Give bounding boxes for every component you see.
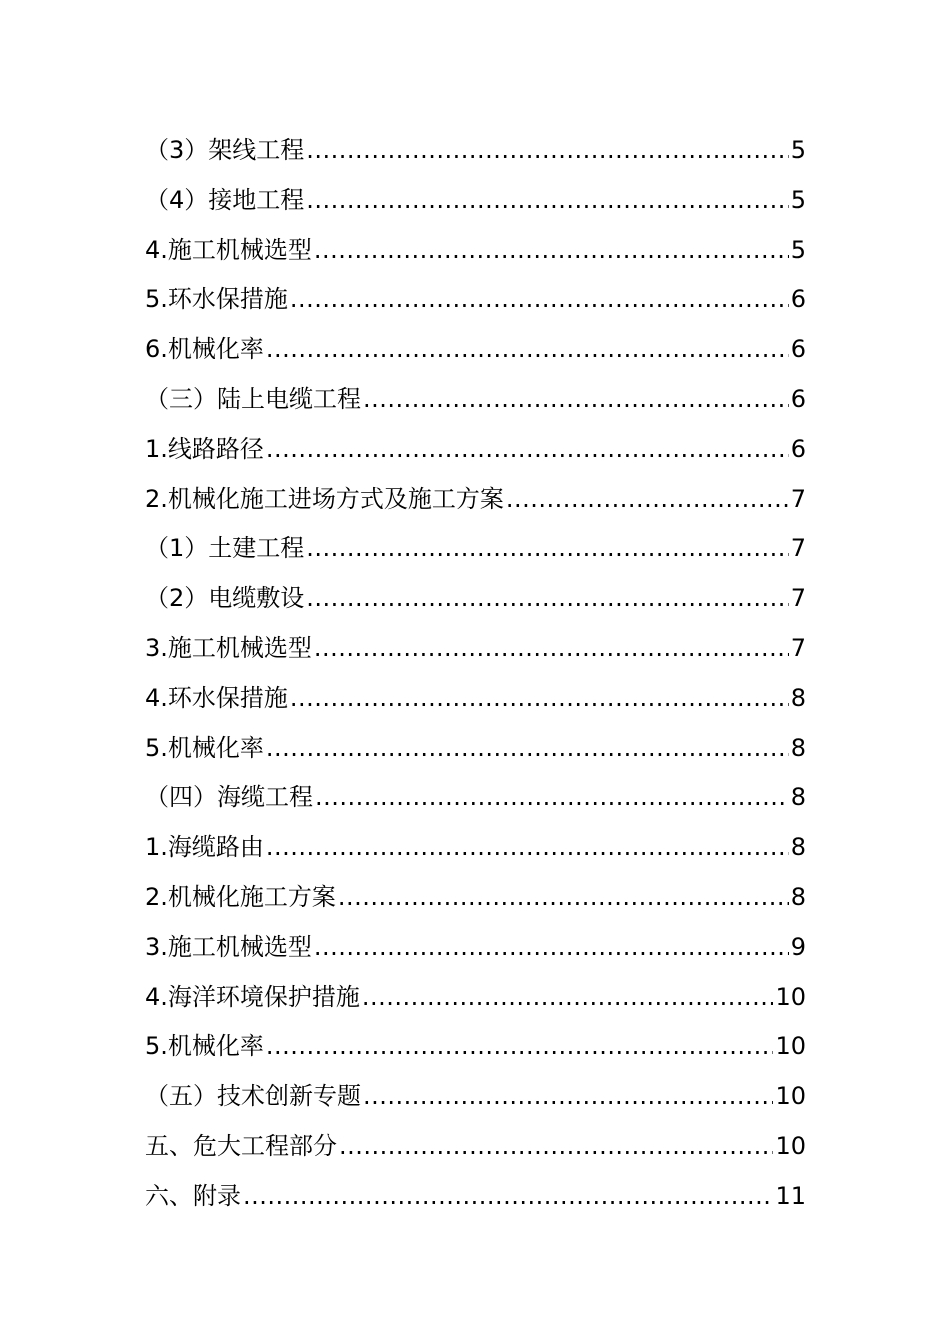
toc-entry-title: （1）土建工程 xyxy=(145,534,305,563)
toc-entry-title: （五）技术创新专题 xyxy=(145,1082,361,1111)
toc-entry-title: （四）海缆工程 xyxy=(145,783,313,812)
toc-entry-page: 8 xyxy=(790,833,806,862)
toc-entry-title: （3）架线工程 xyxy=(145,136,305,164)
toc-entry-title: （4）接地工程 xyxy=(145,185,305,214)
toc-entry-page: 5 xyxy=(790,235,806,264)
toc-entry-page: 10 xyxy=(775,982,806,1011)
toc-leader-dots xyxy=(314,624,789,674)
toc-leader-dots xyxy=(338,873,789,923)
toc-leader-dots xyxy=(306,126,788,176)
toc-entry-page: 9 xyxy=(790,932,806,961)
toc-entry[interactable] xyxy=(145,674,806,724)
toc-entry-page: 6 xyxy=(790,285,806,314)
toc-entry[interactable] xyxy=(145,475,806,525)
toc-leader-dots xyxy=(290,674,789,724)
toc-entry-page: 7 xyxy=(790,633,806,662)
toc-leader-dots xyxy=(266,724,789,774)
toc-entry-title: 3.施工机械选型 xyxy=(145,633,312,662)
toc-entry[interactable] xyxy=(145,325,806,375)
toc-entry-title: 5.机械化率 xyxy=(145,733,264,762)
toc-leader-dots xyxy=(306,574,788,624)
toc-entry-title: （2）电缆敷设 xyxy=(145,584,305,613)
toc-entry-page: 10 xyxy=(775,1131,806,1160)
toc-entry[interactable] xyxy=(145,425,806,475)
toc-entry[interactable] xyxy=(145,873,806,923)
toc-leader-dots xyxy=(306,524,788,574)
toc-leader-dots xyxy=(314,923,789,973)
toc-entry-title: 五、危大工程部分 xyxy=(145,1131,337,1160)
toc-entry[interactable] xyxy=(145,1172,806,1222)
toc-entry[interactable] xyxy=(145,375,806,425)
toc-entry[interactable] xyxy=(145,724,806,774)
toc-entry-title: 5.机械化率 xyxy=(145,1032,264,1061)
toc-entry-title: （三）陆上电缆工程 xyxy=(145,384,361,413)
toc-entry-page: 8 xyxy=(790,783,806,812)
toc-leader-dots xyxy=(266,325,789,375)
toc-entry[interactable] xyxy=(145,823,806,873)
toc-leader-dots xyxy=(243,1172,773,1222)
toc-entry[interactable] xyxy=(145,126,806,176)
toc-entry[interactable] xyxy=(145,176,806,226)
toc-entry-page: 7 xyxy=(790,484,806,513)
toc-leader-dots xyxy=(314,226,789,276)
toc-entry[interactable] xyxy=(145,923,806,973)
toc-leader-dots xyxy=(363,375,789,425)
toc-entry-page: 10 xyxy=(775,1032,806,1061)
toc-entry-page: 11 xyxy=(775,1181,806,1210)
toc-entry[interactable] xyxy=(145,624,806,674)
toc-entry[interactable] xyxy=(145,226,806,276)
toc-leader-dots xyxy=(306,176,788,226)
toc-entry-title: 6.机械化率 xyxy=(145,335,264,364)
toc-entry[interactable] xyxy=(145,524,806,574)
toc-leader-dots xyxy=(363,1072,773,1122)
toc-entry[interactable] xyxy=(145,275,806,325)
toc-entry-page: 6 xyxy=(790,434,806,463)
toc-entry-title: 4.环水保措施 xyxy=(145,683,288,712)
toc-entry-page: 5 xyxy=(790,185,806,214)
toc-entry-page: 10 xyxy=(775,1082,806,1111)
toc-entry[interactable] xyxy=(145,574,806,624)
toc-entry-title: 5.环水保措施 xyxy=(145,285,288,314)
toc-entry-page: 8 xyxy=(790,882,806,911)
toc-leader-dots xyxy=(315,773,789,823)
toc-leader-dots xyxy=(290,275,789,325)
toc-entry[interactable] xyxy=(145,1072,806,1122)
toc-leader-dots xyxy=(266,1022,774,1072)
toc-entry-title: 2.机械化施工方案 xyxy=(145,882,336,911)
toc-entry-title: 六、附录 xyxy=(145,1181,241,1210)
toc-entry-page: 6 xyxy=(790,335,806,364)
toc-leader-dots xyxy=(506,475,789,525)
toc-entry-title: 4.海洋环境保护措施 xyxy=(145,982,360,1011)
table-of-contents xyxy=(145,126,806,1222)
toc-leader-dots xyxy=(362,973,774,1023)
toc-entry-title: 1.海缆路由 xyxy=(145,833,264,862)
toc-entry-page: 7 xyxy=(790,534,806,563)
toc-entry-page: 6 xyxy=(790,384,806,413)
toc-entry-page: 8 xyxy=(790,683,806,712)
toc-entry-page: 5 xyxy=(790,136,806,164)
toc-entry[interactable] xyxy=(145,773,806,823)
toc-entry[interactable] xyxy=(145,1122,806,1172)
toc-entry-title: 2.机械化施工进场方式及施工方案 xyxy=(145,484,504,513)
toc-entry[interactable] xyxy=(145,1022,806,1072)
toc-leader-dots xyxy=(339,1122,773,1172)
toc-entry[interactable] xyxy=(145,973,806,1023)
toc-entry-title: 3.施工机械选型 xyxy=(145,932,312,961)
toc-entry-page: 7 xyxy=(790,584,806,613)
toc-entry-title: 4.施工机械选型 xyxy=(145,235,312,264)
toc-entry-page: 8 xyxy=(790,733,806,762)
toc-entry-title: 1.线路路径 xyxy=(145,434,264,463)
toc-leader-dots xyxy=(266,823,789,873)
toc-leader-dots xyxy=(266,425,789,475)
